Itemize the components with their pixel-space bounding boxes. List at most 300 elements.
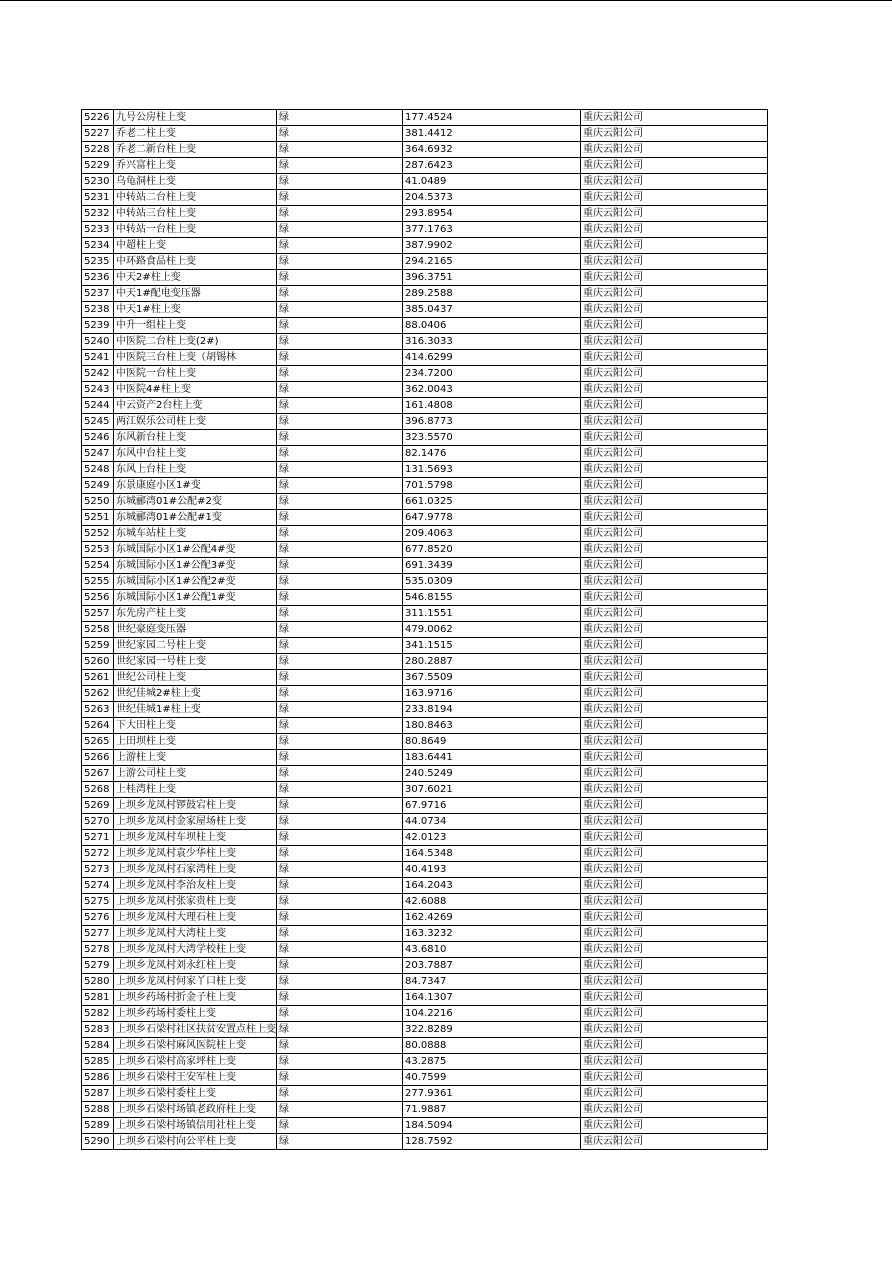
status-cell: 绿 — [277, 286, 403, 302]
station-name-cell: 世纪家园一号柱上变 — [114, 654, 277, 670]
table-row — [82, 814, 768, 830]
row-index-cell: 5235 — [82, 254, 114, 270]
row-index-cell: 5253 — [82, 542, 114, 558]
row-index-cell: 5250 — [82, 494, 114, 510]
station-name-cell: 中天1#柱上变 — [114, 302, 277, 318]
status-cell: 绿 — [277, 174, 403, 190]
company-cell: 重庆云阳公司 — [581, 478, 768, 494]
row-index-cell: 5255 — [82, 574, 114, 590]
company-cell: 重庆云阳公司 — [581, 990, 768, 1006]
company-cell: 重庆云阳公司 — [581, 878, 768, 894]
station-name-cell: 东城国际小区1#公配3#变 — [114, 558, 277, 574]
table-row — [82, 878, 768, 894]
station-name-cell: 中升一组柱上变 — [114, 318, 277, 334]
value-cell: 381.4412 — [403, 126, 581, 142]
status-cell: 绿 — [277, 366, 403, 382]
status-cell: 绿 — [277, 622, 403, 638]
row-index-cell: 5260 — [82, 654, 114, 670]
table-row — [82, 1118, 768, 1134]
status-cell: 绿 — [277, 606, 403, 622]
company-cell: 重庆云阳公司 — [581, 158, 768, 174]
table-row — [82, 654, 768, 670]
table-row — [82, 430, 768, 446]
station-name-cell: 世纪佳城2#柱上变 — [114, 686, 277, 702]
company-cell: 重庆云阳公司 — [581, 798, 768, 814]
station-name-cell: 上坝乡药场村折金子柱上变 — [114, 990, 277, 1006]
status-cell: 绿 — [277, 782, 403, 798]
status-cell: 绿 — [277, 462, 403, 478]
company-cell: 重庆云阳公司 — [581, 894, 768, 910]
value-cell: 546.8155 — [403, 590, 581, 606]
status-cell: 绿 — [277, 846, 403, 862]
value-cell: 44.0734 — [403, 814, 581, 830]
station-name-cell: 乔老二柱上变 — [114, 126, 277, 142]
company-cell: 重庆云阳公司 — [581, 190, 768, 206]
company-cell: 重庆云阳公司 — [581, 222, 768, 238]
value-cell: 289.2588 — [403, 286, 581, 302]
row-index-cell: 5266 — [82, 750, 114, 766]
station-name-cell: 中医院三台柱上变（胡锡林 — [114, 350, 277, 366]
company-cell: 重庆云阳公司 — [581, 1006, 768, 1022]
row-index-cell: 5237 — [82, 286, 114, 302]
table-row — [82, 846, 768, 862]
status-cell: 绿 — [277, 638, 403, 654]
status-cell: 绿 — [277, 110, 403, 126]
status-cell: 绿 — [277, 190, 403, 206]
table-row — [82, 126, 768, 142]
company-cell: 重庆云阳公司 — [581, 910, 768, 926]
status-cell: 绿 — [277, 1118, 403, 1134]
status-cell: 绿 — [277, 382, 403, 398]
row-index-cell: 5268 — [82, 782, 114, 798]
row-index-cell: 5289 — [82, 1118, 114, 1134]
company-cell: 重庆云阳公司 — [581, 494, 768, 510]
value-cell: 396.8773 — [403, 414, 581, 430]
company-cell: 重庆云阳公司 — [581, 1038, 768, 1054]
status-cell: 绿 — [277, 718, 403, 734]
table-row — [82, 670, 768, 686]
row-index-cell: 5287 — [82, 1086, 114, 1102]
station-name-cell: 上坝乡石梁村向公平柱上变 — [114, 1134, 277, 1150]
station-name-cell: 上坝乡龙凤村何家丫口柱上变 — [114, 974, 277, 990]
company-cell: 重庆云阳公司 — [581, 814, 768, 830]
station-name-cell: 乌龟洞柱上变 — [114, 174, 277, 190]
table-row — [82, 622, 768, 638]
table-row — [82, 510, 768, 526]
status-cell: 绿 — [277, 830, 403, 846]
table-row — [82, 366, 768, 382]
status-cell: 绿 — [277, 238, 403, 254]
row-index-cell: 5282 — [82, 1006, 114, 1022]
value-cell: 164.1307 — [403, 990, 581, 1006]
station-name-cell: 上坝乡龙凤村车坝柱上变 — [114, 830, 277, 846]
table-row — [82, 1054, 768, 1070]
table-row — [82, 766, 768, 782]
station-name-cell: 中医院一台柱上变 — [114, 366, 277, 382]
row-index-cell: 5256 — [82, 590, 114, 606]
company-cell: 重庆云阳公司 — [581, 942, 768, 958]
station-name-cell: 九号公房柱上变 — [114, 110, 277, 126]
station-name-cell: 东城国际小区1#公配4#变 — [114, 542, 277, 558]
table-row — [82, 142, 768, 158]
row-index-cell: 5257 — [82, 606, 114, 622]
status-cell: 绿 — [277, 670, 403, 686]
row-index-cell: 5281 — [82, 990, 114, 1006]
value-cell: 367.5509 — [403, 670, 581, 686]
company-cell: 重庆云阳公司 — [581, 318, 768, 334]
station-name-cell: 上桂湾柱上变 — [114, 782, 277, 798]
status-cell: 绿 — [277, 494, 403, 510]
company-cell: 重庆云阳公司 — [581, 446, 768, 462]
table-row — [82, 718, 768, 734]
table-row — [82, 270, 768, 286]
value-cell: 42.0123 — [403, 830, 581, 846]
table-row — [82, 862, 768, 878]
row-index-cell: 5269 — [82, 798, 114, 814]
value-cell: 162.4269 — [403, 910, 581, 926]
station-name-cell: 中医院二台柱上变(2#) — [114, 334, 277, 350]
company-cell: 重庆云阳公司 — [581, 462, 768, 478]
company-cell: 重庆云阳公司 — [581, 126, 768, 142]
company-cell: 重庆云阳公司 — [581, 926, 768, 942]
company-cell: 重庆云阳公司 — [581, 734, 768, 750]
value-cell: 204.5373 — [403, 190, 581, 206]
status-cell: 绿 — [277, 1022, 403, 1038]
company-cell: 重庆云阳公司 — [581, 382, 768, 398]
company-cell: 重庆云阳公司 — [581, 830, 768, 846]
company-cell: 重庆云阳公司 — [581, 1134, 768, 1150]
table-row — [82, 206, 768, 222]
company-cell: 重庆云阳公司 — [581, 350, 768, 366]
station-name-cell: 上坝乡龙凤村大湾柱上变 — [114, 926, 277, 942]
table-row — [82, 414, 768, 430]
status-cell: 绿 — [277, 302, 403, 318]
row-index-cell: 5240 — [82, 334, 114, 350]
status-cell: 绿 — [277, 894, 403, 910]
company-cell: 重庆云阳公司 — [581, 414, 768, 430]
status-cell: 绿 — [277, 206, 403, 222]
value-cell: 691.3439 — [403, 558, 581, 574]
company-cell: 重庆云阳公司 — [581, 270, 768, 286]
row-index-cell: 5251 — [82, 510, 114, 526]
station-name-cell: 上坝乡药场村委柱上变 — [114, 1006, 277, 1022]
company-cell: 重庆云阳公司 — [581, 558, 768, 574]
table-row — [82, 1086, 768, 1102]
station-name-cell: 上坝乡石梁村场镇老政府柱上变 — [114, 1102, 277, 1118]
table-row — [82, 702, 768, 718]
table-row — [82, 830, 768, 846]
status-cell: 绿 — [277, 126, 403, 142]
table-row — [82, 286, 768, 302]
row-index-cell: 5252 — [82, 526, 114, 542]
station-name-cell: 中转站一台柱上变 — [114, 222, 277, 238]
company-cell: 重庆云阳公司 — [581, 574, 768, 590]
station-name-cell: 东风新台柱上变 — [114, 430, 277, 446]
row-index-cell: 5228 — [82, 142, 114, 158]
value-cell: 316.3033 — [403, 334, 581, 350]
status-cell: 绿 — [277, 526, 403, 542]
status-cell: 绿 — [277, 942, 403, 958]
company-cell: 重庆云阳公司 — [581, 206, 768, 222]
status-cell: 绿 — [277, 654, 403, 670]
station-name-cell: 上坝乡龙凤村金家屋场柱上变 — [114, 814, 277, 830]
table-row — [82, 798, 768, 814]
value-cell: 322.8289 — [403, 1022, 581, 1038]
station-name-cell: 东城国际小区1#公配2#变 — [114, 574, 277, 590]
row-index-cell: 5261 — [82, 670, 114, 686]
table-body — [82, 110, 768, 1150]
status-cell: 绿 — [277, 926, 403, 942]
value-cell: 71.9887 — [403, 1102, 581, 1118]
table-row — [82, 686, 768, 702]
status-cell: 绿 — [277, 478, 403, 494]
company-cell: 重庆云阳公司 — [581, 974, 768, 990]
table-row — [82, 910, 768, 926]
table-row — [82, 1070, 768, 1086]
value-cell: 234.7200 — [403, 366, 581, 382]
station-name-cell: 上坝乡石梁村社区扶贫安置点柱上变 — [114, 1022, 277, 1038]
company-cell: 重庆云阳公司 — [581, 398, 768, 414]
value-cell: 341.1515 — [403, 638, 581, 654]
table-row — [82, 494, 768, 510]
status-cell: 绿 — [277, 958, 403, 974]
company-cell: 重庆云阳公司 — [581, 542, 768, 558]
station-name-cell: 上游公司柱上变 — [114, 766, 277, 782]
station-name-cell: 中转站二台柱上变 — [114, 190, 277, 206]
row-index-cell: 5239 — [82, 318, 114, 334]
company-cell: 重庆云阳公司 — [581, 510, 768, 526]
row-index-cell: 5246 — [82, 430, 114, 446]
company-cell: 重庆云阳公司 — [581, 1102, 768, 1118]
station-name-cell: 世纪公司柱上变 — [114, 670, 277, 686]
row-index-cell: 5258 — [82, 622, 114, 638]
row-index-cell: 5265 — [82, 734, 114, 750]
table-row — [82, 174, 768, 190]
status-cell: 绿 — [277, 1134, 403, 1150]
table-row — [82, 318, 768, 334]
table-row — [82, 190, 768, 206]
value-cell: 82.1476 — [403, 446, 581, 462]
company-cell: 重庆云阳公司 — [581, 238, 768, 254]
company-cell: 重庆云阳公司 — [581, 1086, 768, 1102]
station-name-cell: 中超柱上变 — [114, 238, 277, 254]
table-row — [82, 478, 768, 494]
company-cell: 重庆云阳公司 — [581, 702, 768, 718]
value-cell: 293.8954 — [403, 206, 581, 222]
status-cell: 绿 — [277, 1102, 403, 1118]
status-cell: 绿 — [277, 1038, 403, 1054]
row-index-cell: 5236 — [82, 270, 114, 286]
status-cell: 绿 — [277, 510, 403, 526]
company-cell: 重庆云阳公司 — [581, 254, 768, 270]
status-cell: 绿 — [277, 334, 403, 350]
value-cell: 164.2043 — [403, 878, 581, 894]
row-index-cell: 5238 — [82, 302, 114, 318]
status-cell: 绿 — [277, 798, 403, 814]
value-cell: 164.5348 — [403, 846, 581, 862]
table-row — [82, 590, 768, 606]
row-index-cell: 5245 — [82, 414, 114, 430]
row-index-cell: 5274 — [82, 878, 114, 894]
value-cell: 535.0309 — [403, 574, 581, 590]
value-cell: 40.4193 — [403, 862, 581, 878]
table-row — [82, 350, 768, 366]
row-index-cell: 5279 — [82, 958, 114, 974]
status-cell: 绿 — [277, 1006, 403, 1022]
table-row — [82, 958, 768, 974]
table-row — [82, 782, 768, 798]
status-cell: 绿 — [277, 158, 403, 174]
value-cell: 479.0062 — [403, 622, 581, 638]
station-name-cell: 中转站三台柱上变 — [114, 206, 277, 222]
status-cell: 绿 — [277, 750, 403, 766]
value-cell: 287.6423 — [403, 158, 581, 174]
row-index-cell: 5248 — [82, 462, 114, 478]
status-cell: 绿 — [277, 686, 403, 702]
row-index-cell: 5270 — [82, 814, 114, 830]
row-index-cell: 5288 — [82, 1102, 114, 1118]
row-index-cell: 5276 — [82, 910, 114, 926]
row-index-cell: 5232 — [82, 206, 114, 222]
row-index-cell: 5271 — [82, 830, 114, 846]
table-row — [82, 238, 768, 254]
table-row — [82, 542, 768, 558]
company-cell: 重庆云阳公司 — [581, 622, 768, 638]
station-name-cell: 上坝乡龙凤村石家湾柱上变 — [114, 862, 277, 878]
company-cell: 重庆云阳公司 — [581, 1070, 768, 1086]
station-name-cell: 中环路食品柱上变 — [114, 254, 277, 270]
table-row — [82, 606, 768, 622]
value-cell: 80.8649 — [403, 734, 581, 750]
row-index-cell: 5278 — [82, 942, 114, 958]
status-cell: 绿 — [277, 574, 403, 590]
value-cell: 161.4808 — [403, 398, 581, 414]
row-index-cell: 5234 — [82, 238, 114, 254]
station-name-cell: 东城郦湾01#公配#1变 — [114, 510, 277, 526]
value-cell: 80.0888 — [403, 1038, 581, 1054]
status-cell: 绿 — [277, 878, 403, 894]
table-row — [82, 894, 768, 910]
station-name-cell: 乔老二新台柱上变 — [114, 142, 277, 158]
station-name-cell: 乔兴富柱上变 — [114, 158, 277, 174]
table-row — [82, 1022, 768, 1038]
table-row — [82, 110, 768, 126]
value-cell: 163.9716 — [403, 686, 581, 702]
status-cell: 绿 — [277, 1054, 403, 1070]
row-index-cell: 5231 — [82, 190, 114, 206]
value-cell: 701.5798 — [403, 478, 581, 494]
table-row — [82, 1134, 768, 1150]
row-index-cell: 5230 — [82, 174, 114, 190]
value-cell: 43.2875 — [403, 1054, 581, 1070]
company-cell: 重庆云阳公司 — [581, 142, 768, 158]
station-name-cell: 上坝乡龙凤村刘永红柱上变 — [114, 958, 277, 974]
status-cell: 绿 — [277, 862, 403, 878]
row-index-cell: 5263 — [82, 702, 114, 718]
value-cell: 387.9902 — [403, 238, 581, 254]
value-cell: 377.1763 — [403, 222, 581, 238]
status-cell: 绿 — [277, 222, 403, 238]
status-cell: 绿 — [277, 270, 403, 286]
status-cell: 绿 — [277, 142, 403, 158]
company-cell: 重庆云阳公司 — [581, 1022, 768, 1038]
station-name-cell: 东风上台柱上变 — [114, 462, 277, 478]
station-name-cell: 上坝乡龙凤村大湾学校柱上变 — [114, 942, 277, 958]
value-cell: 42.6088 — [403, 894, 581, 910]
row-index-cell: 5254 — [82, 558, 114, 574]
status-cell: 绿 — [277, 1086, 403, 1102]
row-index-cell: 5273 — [82, 862, 114, 878]
status-cell: 绿 — [277, 814, 403, 830]
table-row — [82, 1006, 768, 1022]
value-cell: 163.3232 — [403, 926, 581, 942]
row-index-cell: 5229 — [82, 158, 114, 174]
station-name-cell: 东景康庭小区1#变 — [114, 478, 277, 494]
table-row — [82, 254, 768, 270]
row-index-cell: 5243 — [82, 382, 114, 398]
station-name-cell: 东城郦湾01#公配#2变 — [114, 494, 277, 510]
table-row — [82, 926, 768, 942]
company-cell: 重庆云阳公司 — [581, 302, 768, 318]
table-row — [82, 158, 768, 174]
row-index-cell: 5227 — [82, 126, 114, 142]
station-name-cell: 上坝乡石梁村王安军柱上变 — [114, 1070, 277, 1086]
value-cell: 183.6441 — [403, 750, 581, 766]
value-cell: 414.6299 — [403, 350, 581, 366]
value-cell: 233.8194 — [403, 702, 581, 718]
value-cell: 677.8520 — [403, 542, 581, 558]
status-cell: 绿 — [277, 398, 403, 414]
table-row — [82, 942, 768, 958]
company-cell: 重庆云阳公司 — [581, 110, 768, 126]
value-cell: 203.7887 — [403, 958, 581, 974]
company-cell: 重庆云阳公司 — [581, 638, 768, 654]
company-cell: 重庆云阳公司 — [581, 526, 768, 542]
row-index-cell: 5226 — [82, 110, 114, 126]
company-cell: 重庆云阳公司 — [581, 862, 768, 878]
value-cell: 240.5249 — [403, 766, 581, 782]
value-cell: 661.0325 — [403, 494, 581, 510]
station-name-cell: 东城国际小区1#公配1#变 — [114, 590, 277, 606]
station-name-cell: 上坝乡石梁村麻风医院柱上变 — [114, 1038, 277, 1054]
status-cell: 绿 — [277, 734, 403, 750]
station-name-cell: 上坝乡龙凤村大理石柱上变 — [114, 910, 277, 926]
table-row — [82, 334, 768, 350]
value-cell: 280.2887 — [403, 654, 581, 670]
value-cell: 294.2165 — [403, 254, 581, 270]
row-index-cell: 5244 — [82, 398, 114, 414]
station-name-cell: 上坝乡石梁村场镇信用社柱上变 — [114, 1118, 277, 1134]
station-name-cell: 中云资产2台柱上变 — [114, 398, 277, 414]
row-index-cell: 5275 — [82, 894, 114, 910]
table-row — [82, 526, 768, 542]
company-cell: 重庆云阳公司 — [581, 846, 768, 862]
company-cell: 重庆云阳公司 — [581, 366, 768, 382]
station-name-cell: 上坝乡龙凤村袁少华柱上变 — [114, 846, 277, 862]
status-cell: 绿 — [277, 254, 403, 270]
table-row — [82, 734, 768, 750]
station-name-cell: 世纪家园二号柱上变 — [114, 638, 277, 654]
status-cell: 绿 — [277, 318, 403, 334]
value-cell: 88.0406 — [403, 318, 581, 334]
status-cell: 绿 — [277, 910, 403, 926]
company-cell: 重庆云阳公司 — [581, 670, 768, 686]
company-cell: 重庆云阳公司 — [581, 590, 768, 606]
row-index-cell: 5272 — [82, 846, 114, 862]
value-cell: 41.0489 — [403, 174, 581, 190]
company-cell: 重庆云阳公司 — [581, 654, 768, 670]
table-row — [82, 974, 768, 990]
